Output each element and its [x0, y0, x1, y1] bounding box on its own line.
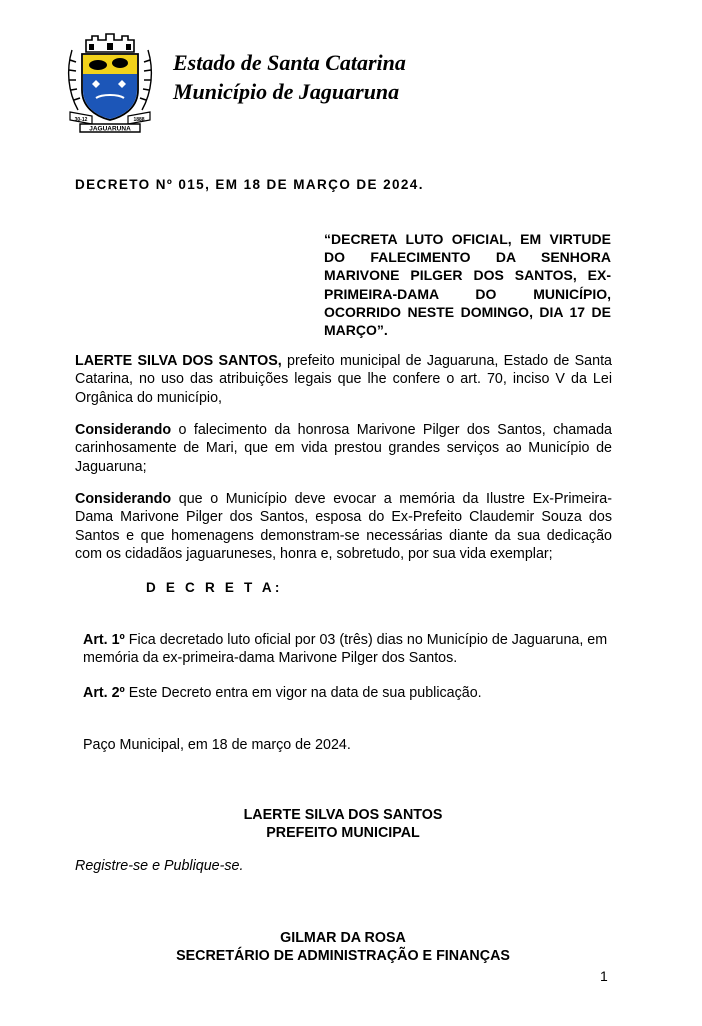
considerando-label-1: Considerando: [75, 422, 172, 438]
preamble-mayor-name: LAERTE SILVA DOS SANTOS,: [75, 353, 282, 369]
mayor-name: LAERTE SILVA DOS SANTOS: [243, 807, 443, 823]
mayor-title: PREFEITO MUNICIPAL: [266, 825, 420, 842]
article-1-label: Art. 1º: [83, 632, 125, 648]
considerando-text-2: que o Município deve evocar a memória da Ilustre Ex-Primeira-Dama Marivone Pilger dos Santos, esposa do Ex-Prefeito Claudemir Souza dos Santos e que homenagens demonstram-se necessárias diante da sua dedicação com os cidadãos jaguaruneses, honra e, sobretudo, por sua vida exemplar;: [75, 491, 612, 563]
register-publish-note: Registre-se e Publique-se.: [75, 858, 244, 874]
considerando-label-2: Considerando: [75, 491, 172, 507]
preamble-paragraph: [75, 352, 612, 407]
secretary-signature-block: [0, 929, 686, 966]
article-2: [83, 684, 613, 702]
place-date: Paço Municipal, em 18 de março de 2024.: [83, 737, 351, 753]
secretary-title: SECRETÁRIO DE ADMINISTRAÇÃO E FINANÇAS: [176, 948, 510, 965]
crest-left-ribbon-text: 30-12: [74, 117, 88, 123]
decreta-heading: D E C R E T A:: [146, 580, 283, 595]
article-1-text: Fica decretado luto oficial por 03 (três) dias no Município de Jaguaruna, em memória da ex-primeira-dama Marivone Pilger dos Santos.: [83, 632, 608, 667]
article-2-text: Este Decreto entra em vigor na data de sua publicação.: [124, 685, 482, 701]
municipal-crest-logo: [62, 30, 158, 134]
state-title: Estado de Santa Catarina: [173, 50, 406, 75]
article-2-label: Art. 2º: [83, 685, 125, 701]
page-number: 1: [600, 968, 608, 984]
crest-right-ribbon-text: 1888: [133, 117, 145, 123]
article-1: [83, 631, 613, 668]
considerando-paragraph-2: [75, 490, 612, 564]
crest-banner-text: JAGUARUNA: [89, 125, 131, 133]
municipality-title: Município de Jaguaruna: [173, 79, 400, 104]
decree-ementa: “DECRETA LUTO OFICIAL, EM VIRTUDE DO FALECIMENTO DA SENHORA MARIVONE PILGER DOS SANTOS, EX-PRIMEIRA-DAMA DO MUNICÍPIO, OCORRIDO NESTE DOMINGO, DIA 17 DE MARÇO”.: [324, 231, 611, 339]
considerando-text-1: o falecimento da honrosa Marivone Pilger dos Santos, chamada carinhosamente de Mari, que em vida prestou grandes serviços ao Município de Jaguaruna;: [75, 422, 612, 475]
preamble-text: prefeito municipal de Jaguaruna, Estado de Santa Catarina, no uso das atribuições legais que lhe confere o art. 70, inciso V da Lei Orgânica do município,: [75, 353, 612, 406]
considerando-paragraph-1: [75, 421, 612, 476]
secretary-name: GILMAR DA ROSA: [280, 930, 406, 946]
decree-title: DECRETO Nº 015, EM 18 DE MARÇO DE 2024.: [75, 177, 424, 192]
mayor-signature-block: [0, 806, 686, 843]
